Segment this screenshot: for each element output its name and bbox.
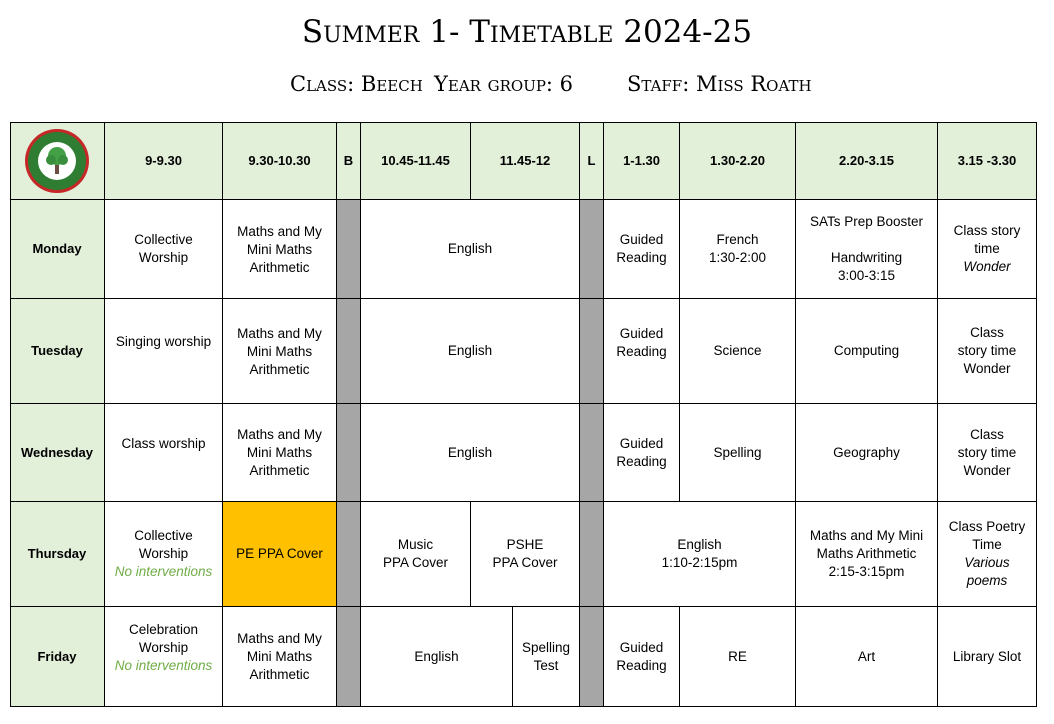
day-wednesday: Wednesday bbox=[10, 404, 105, 502]
tuesday-slot-1: Singing worship bbox=[105, 299, 223, 404]
thursday-poetry-note: Various poems bbox=[964, 555, 1010, 588]
thursday-slot-1 bbox=[105, 502, 223, 607]
header-break: B bbox=[337, 122, 361, 200]
header-slot-6: 1.30-2.20 bbox=[680, 122, 796, 200]
tuesday-english: English bbox=[361, 299, 580, 404]
wednesday-slot-8: Class story time Wonder bbox=[938, 404, 1037, 502]
wednesday-slot-2: Maths and My Mini Maths Arithmetic bbox=[223, 404, 337, 502]
monday-slot-8 bbox=[938, 200, 1037, 299]
monday-lunch bbox=[580, 200, 604, 299]
thursday-maths-time: 2:15-3:15pm bbox=[828, 564, 905, 579]
class-info-line bbox=[0, 72, 1054, 106]
friday-english: English bbox=[361, 607, 513, 707]
friday-spelling-test: Spelling Test bbox=[513, 607, 580, 707]
friday-slot-2: Maths and My Mini Maths Arithmetic bbox=[223, 607, 337, 707]
thursday-music: Music bbox=[397, 537, 434, 552]
monday-sats: SATs Prep Booster bbox=[809, 214, 924, 229]
friday-slot-6: RE bbox=[680, 607, 796, 707]
monday-handwriting-time: 3:00-3:15 bbox=[837, 268, 896, 283]
tuesday-slot-5: Guided Reading bbox=[604, 299, 680, 404]
thursday-slot-3 bbox=[361, 502, 471, 607]
tuesday-lunch bbox=[580, 299, 604, 404]
school-logo-cell bbox=[10, 122, 105, 200]
day-friday: Friday bbox=[10, 607, 105, 707]
thursday-poetry: Class Poetry Time bbox=[948, 519, 1026, 552]
tuesday-slot-7: Computing bbox=[796, 299, 938, 404]
header-slot-1: 9-9.30 bbox=[105, 122, 223, 200]
monday-break bbox=[337, 200, 361, 299]
page-title: Summer 1- Timetable 2024-25 bbox=[301, 14, 753, 50]
friday-worship: Celebration Worship bbox=[128, 621, 199, 655]
monday-story: Class story time bbox=[953, 223, 1021, 256]
monday-slot-1: Collective Worship bbox=[105, 200, 223, 299]
wednesday-english: English bbox=[361, 404, 580, 502]
wednesday-slot-6: Spelling bbox=[680, 404, 796, 502]
header-slot-4: 11.45-12 bbox=[471, 122, 580, 200]
header-slot-7: 2.20-3.15 bbox=[796, 122, 938, 200]
thursday-worship: Collective Worship bbox=[134, 528, 193, 561]
monday-handwriting: Handwriting bbox=[830, 250, 903, 265]
wednesday-break bbox=[337, 404, 361, 502]
monday-slot-6 bbox=[680, 200, 796, 299]
class-label: Class: Beech bbox=[290, 72, 423, 96]
thursday-slot-4 bbox=[471, 502, 580, 607]
thursday-music-sub: PPA Cover bbox=[382, 555, 449, 570]
thursday-english-time: 1:10-2:15pm bbox=[661, 555, 738, 570]
thursday-ppa-cover: PE PPA Cover bbox=[223, 502, 337, 607]
tuesday-slot-6: Science bbox=[680, 299, 796, 404]
header-slot-2: 9.30-10.30 bbox=[223, 122, 337, 200]
friday-break bbox=[337, 607, 361, 707]
thursday-pshe-sub: PPA Cover bbox=[492, 555, 558, 570]
monday-slot-2: Maths and My Mini Maths Arithmetic bbox=[223, 200, 337, 299]
tuesday-break bbox=[337, 299, 361, 404]
tuesday-slot-8: Class story time Wonder bbox=[938, 299, 1037, 404]
school-logo-icon bbox=[24, 128, 90, 194]
monday-french-time: 1:30-2:00 bbox=[708, 250, 767, 265]
friday-worship-note: No interventions bbox=[114, 657, 213, 673]
staff-label: Staff: Miss Roath bbox=[627, 72, 812, 96]
thursday-pshe: PSHE bbox=[506, 537, 544, 552]
monday-french: French bbox=[716, 232, 759, 247]
friday-slot-1 bbox=[105, 607, 223, 707]
thursday-slot-7 bbox=[796, 502, 938, 607]
wednesday-slot-7: Geography bbox=[796, 404, 938, 502]
header-slot-5: 1-1.30 bbox=[604, 122, 680, 200]
thursday-break bbox=[337, 502, 361, 607]
friday-lunch bbox=[580, 607, 604, 707]
thursday-worship-note: No interventions bbox=[114, 564, 213, 579]
thursday-maths: Maths and My Mini Maths Arithmetic bbox=[809, 528, 924, 561]
thursday-english: English bbox=[677, 537, 722, 552]
monday-slot-5: Guided Reading bbox=[604, 200, 680, 299]
day-monday: Monday bbox=[10, 200, 105, 299]
day-tuesday: Tuesday bbox=[10, 299, 105, 404]
header-slot-3: 10.45-11.45 bbox=[361, 122, 471, 200]
day-thursday: Thursday bbox=[10, 502, 105, 607]
friday-slot-5: Guided Reading bbox=[604, 607, 680, 707]
friday-slot-8: Library Slot bbox=[938, 607, 1037, 707]
wednesday-slot-5: Guided Reading bbox=[604, 404, 680, 502]
tuesday-slot-2: Maths and My Mini Maths Arithmetic bbox=[223, 299, 337, 404]
monday-story-book: Wonder bbox=[963, 259, 1011, 274]
thursday-slot-8 bbox=[938, 502, 1037, 607]
monday-slot-7 bbox=[796, 200, 938, 299]
header-lunch: L bbox=[580, 122, 604, 200]
wednesday-slot-1: Class worship bbox=[105, 404, 223, 502]
year-group-label: Year group: 6 bbox=[434, 72, 574, 96]
wednesday-lunch bbox=[580, 404, 604, 502]
thursday-slot-5 bbox=[604, 502, 796, 607]
header-slot-8: 3.15 -3.30 bbox=[938, 122, 1037, 200]
monday-english: English bbox=[361, 200, 580, 299]
friday-slot-7: Art bbox=[796, 607, 938, 707]
thursday-lunch bbox=[580, 502, 604, 607]
